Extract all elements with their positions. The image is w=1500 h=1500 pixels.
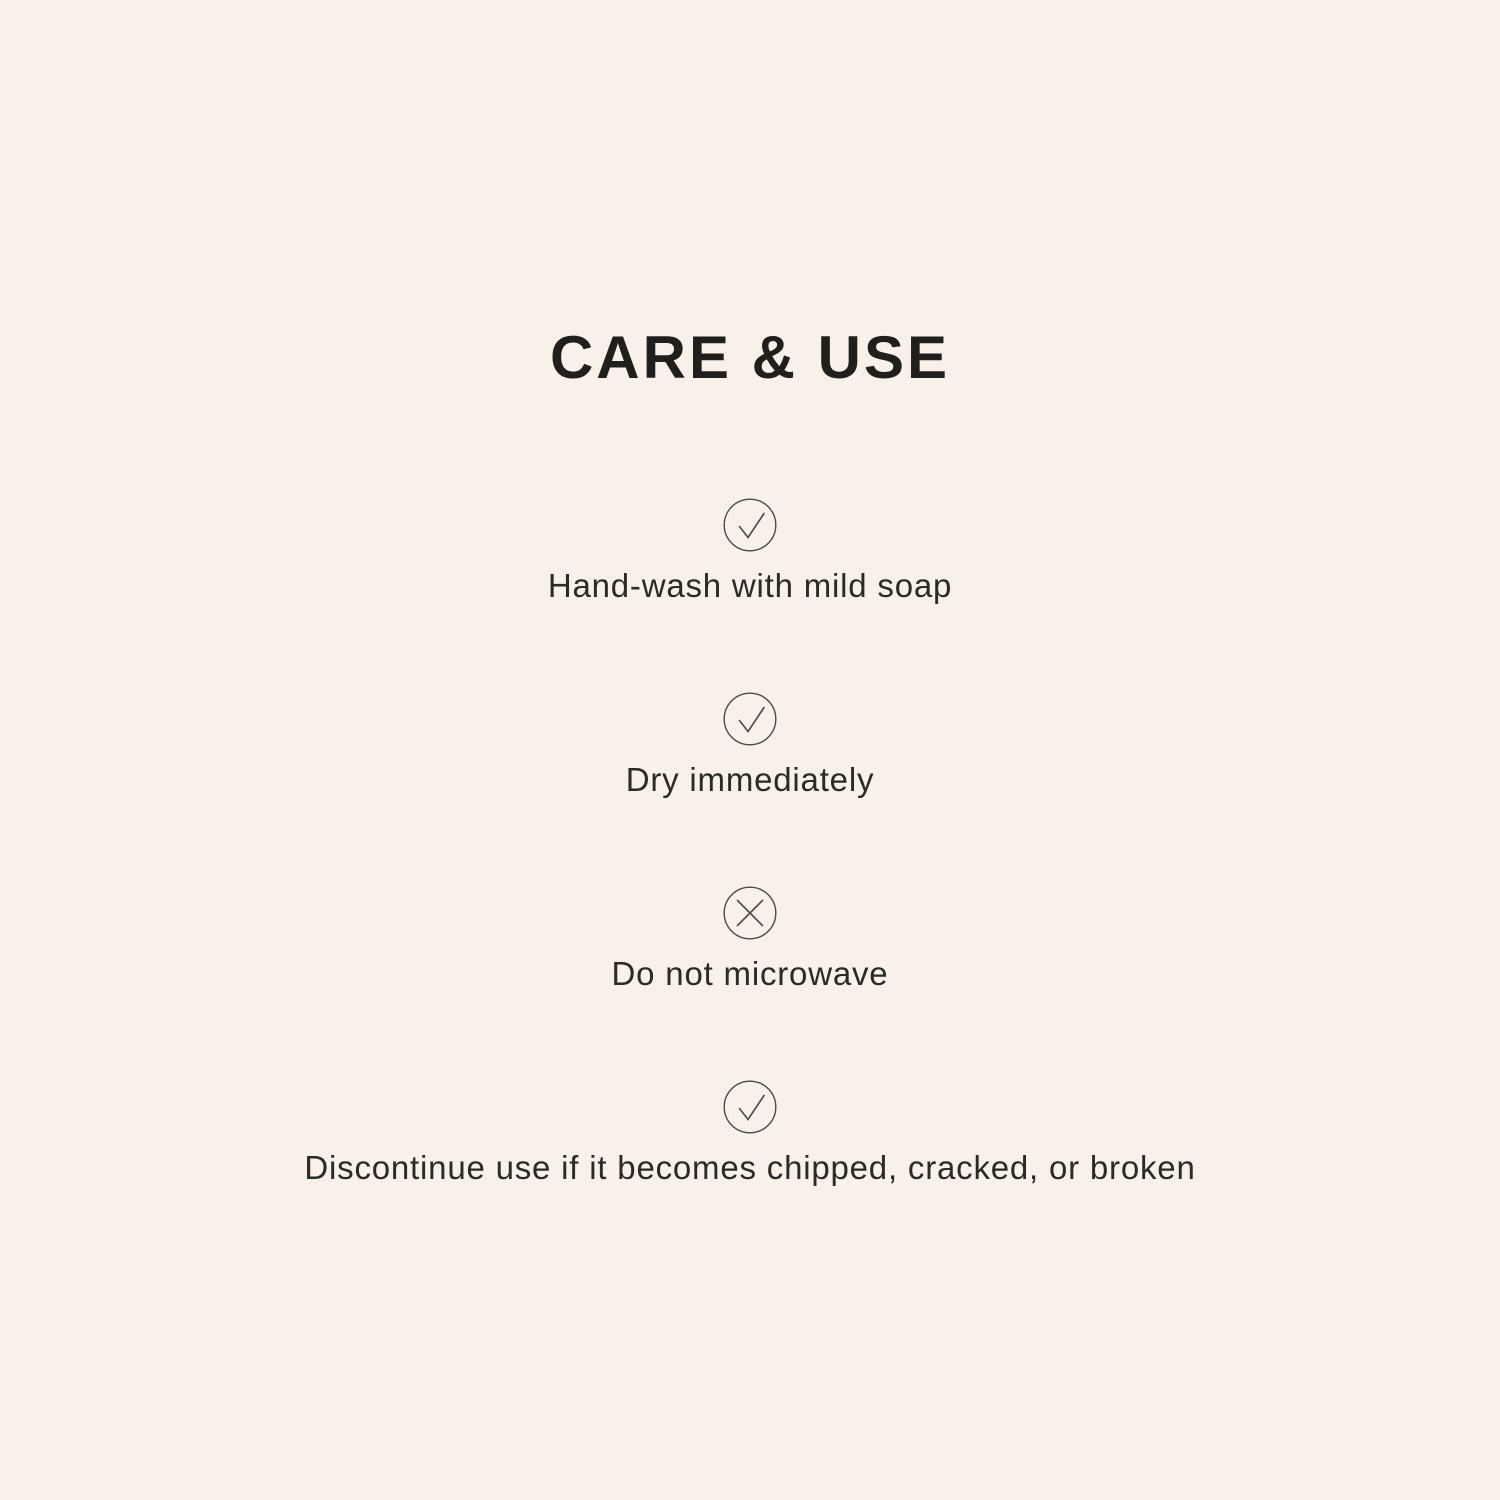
care-item-discontinue (304, 1080, 1195, 1188)
care-item-handwash (548, 498, 952, 606)
cross-circle-icon (723, 886, 777, 940)
care-item-label: Hand-wash with mild soap (547, 567, 953, 605)
care-items-list (304, 498, 1195, 1188)
care-item-label: Dry immediately (625, 761, 875, 799)
check-circle-icon (723, 1080, 777, 1134)
care-item-dry (626, 692, 875, 800)
check-circle-icon (723, 692, 777, 746)
care-item-label: Discontinue use if it becomes chipped, cracked, or broken (304, 1149, 1196, 1187)
care-item-no-microwave (612, 886, 889, 994)
care-item-label: Do not microwave (611, 955, 889, 993)
page-title: CARE & USE (549, 324, 951, 391)
check-circle-icon (723, 498, 777, 552)
